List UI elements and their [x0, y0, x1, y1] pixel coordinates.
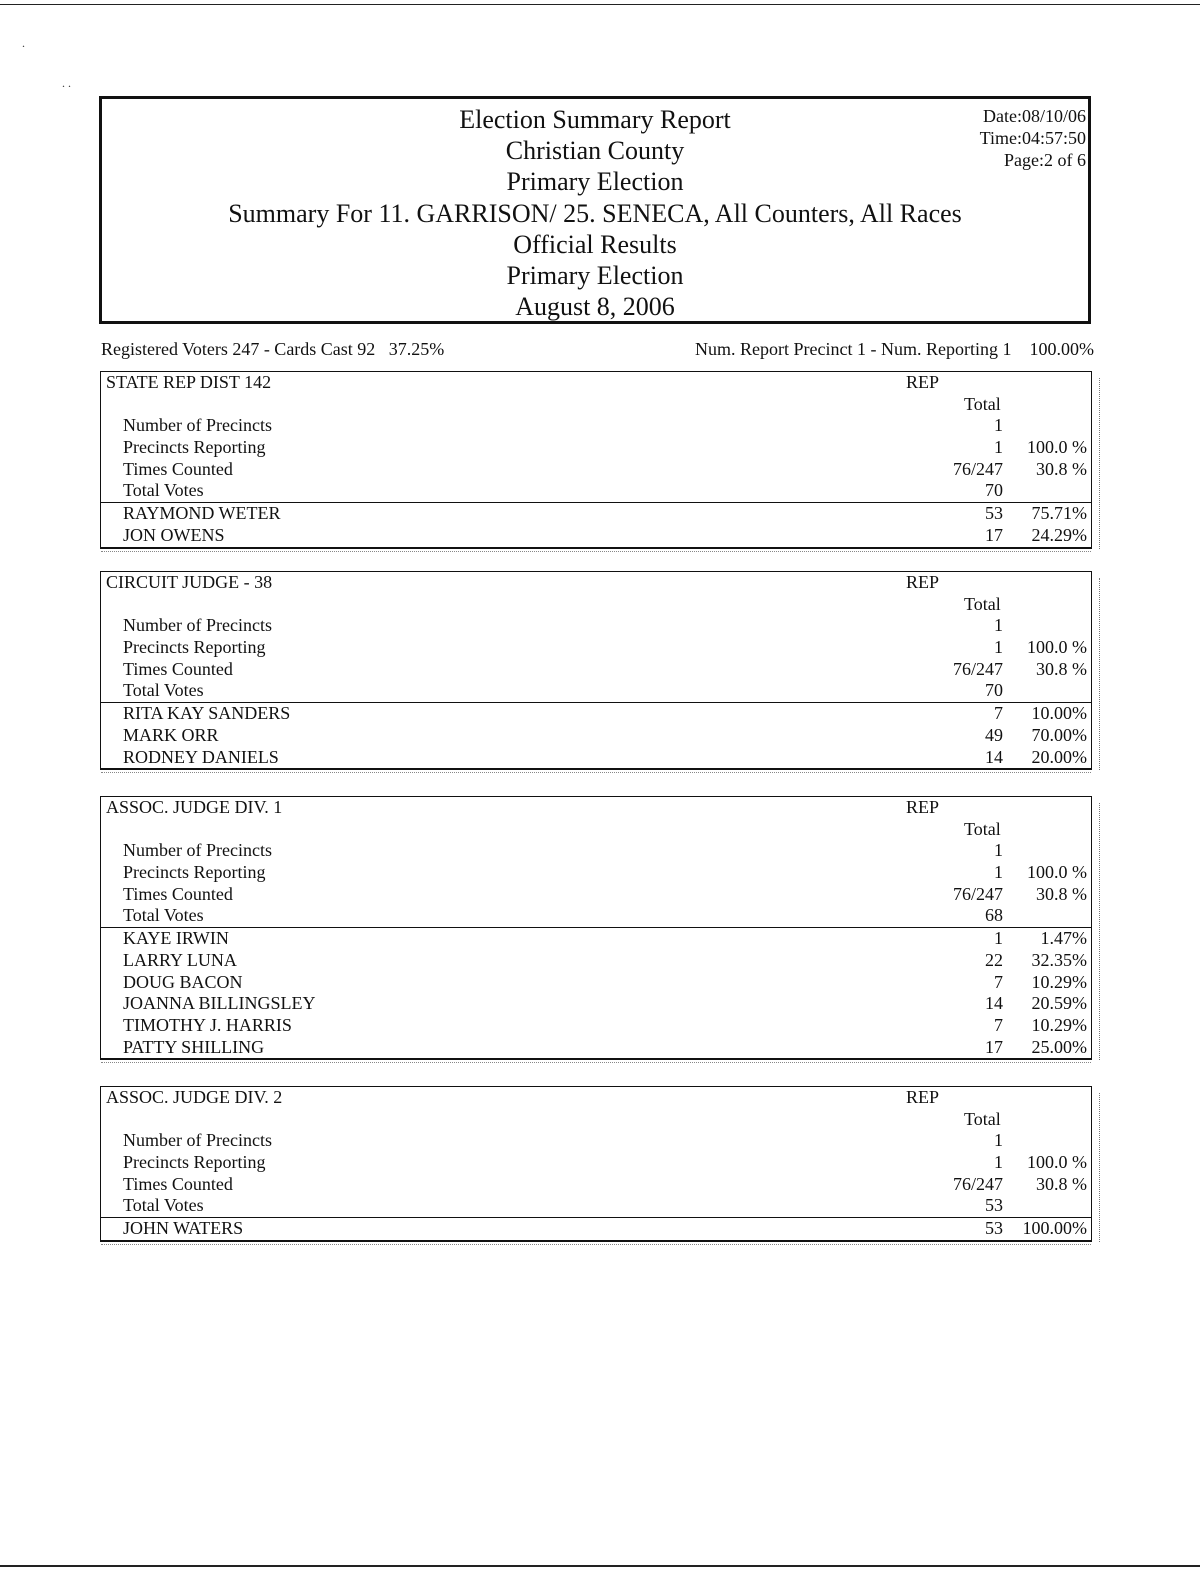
bottom-scan-edge	[0, 1565, 1200, 1567]
stat-value: 76/247	[952, 658, 1003, 679]
candidate-votes: 14	[985, 993, 1003, 1014]
party-label: REP	[906, 797, 940, 817]
county-name: Christian County	[505, 136, 685, 165]
stat-row	[101, 840, 1091, 862]
scan-noise-line	[101, 770, 1091, 773]
candidate-name: JON OWENS	[123, 524, 225, 545]
race-title: ASSOC. JUDGE DIV. 2	[106, 1087, 283, 1107]
candidate-name: TIMOTHY J. HARRIS	[123, 1014, 292, 1035]
report-title: Election Summary Report	[459, 105, 731, 134]
scan-speck: .	[22, 36, 25, 50]
candidate-votes: 53	[985, 1218, 1003, 1239]
stat-percent: 100.0 %	[1027, 862, 1087, 883]
stat-label: Precincts Reporting	[123, 1152, 266, 1173]
candidate-percent: 10.00%	[1031, 703, 1087, 724]
top-scan-edge	[0, 4, 1200, 5]
candidate-percent: 25.00%	[1031, 1036, 1087, 1057]
candidate-row	[101, 702, 1091, 725]
report-page: Page:2 of 6	[1004, 150, 1086, 170]
stat-value: 1	[994, 840, 1003, 861]
stat-label: Times Counted	[123, 458, 233, 479]
scan-noise-line	[101, 1242, 1091, 1245]
candidate-percent: 10.29%	[1031, 1014, 1087, 1035]
report-meta	[980, 105, 1086, 171]
candidate-votes: 17	[985, 1036, 1003, 1057]
candidate-votes: 7	[994, 1014, 1003, 1035]
stat-value: 53	[985, 1195, 1003, 1216]
precinct-reporting-summary: Num. Report Precinct 1 - Num. Reporting 1 100.00%	[695, 339, 1094, 359]
stat-value: 1	[994, 415, 1003, 436]
stat-percent: 30.8 %	[1036, 658, 1087, 679]
candidate-row	[101, 993, 1091, 1015]
election-date: August 8, 2006	[515, 292, 675, 321]
stat-row	[101, 415, 1091, 437]
stat-label: Precincts Reporting	[123, 862, 266, 883]
party-label: REP	[906, 572, 940, 592]
summary-scope: Summary For 11. GARRISON/ 25. SENECA, All Counters, All Races	[228, 199, 962, 228]
stat-label: Total Votes	[123, 680, 204, 701]
stat-row	[101, 905, 1091, 927]
candidate-name: PATTY SHILLING	[123, 1036, 265, 1057]
stat-label: Number of Precincts	[123, 415, 272, 436]
stat-value: 1	[994, 862, 1003, 883]
stat-value: 1	[994, 1152, 1003, 1173]
stat-value: 1	[994, 437, 1003, 458]
candidate-row	[101, 972, 1091, 994]
stat-value: 1	[994, 637, 1003, 658]
candidate-name: RODNEY DANIELS	[123, 746, 279, 767]
results-status: Official Results	[513, 230, 677, 259]
stat-value: 1	[994, 1130, 1003, 1151]
candidate-votes: 49	[985, 724, 1003, 745]
stat-label: Total Votes	[123, 905, 204, 926]
total-column-header: Total	[964, 593, 1001, 614]
candidate-row	[101, 747, 1091, 769]
stat-label: Precincts Reporting	[123, 637, 266, 658]
total-header-row	[101, 819, 1091, 841]
candidate-row	[101, 950, 1091, 972]
election-type-2: Primary Election	[506, 261, 684, 290]
stat-percent: 30.8 %	[1036, 1173, 1087, 1194]
total-header-row	[101, 394, 1091, 416]
candidate-name: RITA KAY SANDERS	[123, 703, 291, 724]
race-title-row	[101, 1087, 1091, 1109]
stat-label: Number of Precincts	[123, 615, 272, 636]
total-column-header: Total	[964, 818, 1001, 839]
race-table	[100, 371, 1092, 549]
candidate-percent: 24.29%	[1031, 524, 1087, 545]
candidate-name: RAYMOND WETER	[123, 503, 281, 524]
report-date: Date:08/10/06	[983, 106, 1086, 126]
race-table	[100, 796, 1092, 1060]
stat-row	[101, 659, 1091, 681]
candidate-votes: 17	[985, 524, 1003, 545]
scan-edge-artifact	[1093, 1093, 1100, 1242]
stat-row	[101, 637, 1091, 659]
stat-row	[101, 480, 1091, 502]
candidate-name: JOHN WATERS	[123, 1218, 244, 1239]
stat-row	[101, 680, 1091, 702]
race-table	[100, 571, 1092, 770]
race-title-row	[101, 372, 1091, 394]
total-column-header: Total	[964, 1108, 1001, 1129]
stat-label: Times Counted	[123, 883, 233, 904]
stat-row	[101, 862, 1091, 884]
candidate-percent: 70.00%	[1031, 724, 1087, 745]
stat-label: Number of Precincts	[123, 1130, 272, 1151]
stat-row	[101, 1130, 1091, 1152]
candidate-percent: 20.59%	[1031, 993, 1087, 1014]
candidate-row	[101, 1037, 1091, 1059]
candidate-percent: 20.00%	[1031, 746, 1087, 767]
scan-edge-artifact	[1093, 378, 1100, 549]
stat-value: 76/247	[952, 883, 1003, 904]
candidate-votes: 14	[985, 746, 1003, 767]
candidate-votes: 7	[994, 971, 1003, 992]
candidate-row	[101, 525, 1091, 547]
candidate-name: LARRY LUNA	[123, 949, 237, 970]
race-title-row	[101, 797, 1091, 819]
scan-speck: . .	[62, 76, 71, 90]
stat-percent: 30.8 %	[1036, 458, 1087, 479]
candidate-name: DOUG BACON	[123, 971, 243, 992]
scan-edge-artifact	[1093, 578, 1100, 770]
stat-value: 76/247	[952, 1173, 1003, 1194]
stat-label: Times Counted	[123, 1173, 233, 1194]
candidate-row	[101, 1217, 1091, 1240]
stat-percent: 30.8 %	[1036, 883, 1087, 904]
race-title: ASSOC. JUDGE DIV. 1	[106, 797, 283, 817]
stat-label: Times Counted	[123, 658, 233, 679]
stat-percent: 100.0 %	[1027, 1152, 1087, 1173]
stat-label: Total Votes	[123, 1195, 204, 1216]
stat-value: 70	[985, 480, 1003, 501]
election-type: Primary Election	[506, 167, 684, 196]
race-table	[100, 1086, 1092, 1242]
scan-edge-artifact	[1093, 803, 1100, 1060]
stat-row	[101, 615, 1091, 637]
candidate-row	[101, 502, 1091, 525]
candidate-votes: 53	[985, 503, 1003, 524]
candidate-row	[101, 725, 1091, 747]
candidate-percent: 75.71%	[1031, 503, 1087, 524]
candidate-row	[101, 1015, 1091, 1037]
candidate-percent: 1.47%	[1040, 928, 1087, 949]
candidate-percent: 10.29%	[1031, 971, 1087, 992]
scan-noise-line	[101, 1060, 1091, 1063]
total-column-header: Total	[964, 393, 1001, 414]
candidate-name: KAYE IRWIN	[123, 928, 229, 949]
stat-value: 70	[985, 680, 1003, 701]
stat-value: 76/247	[952, 458, 1003, 479]
stat-row	[101, 1195, 1091, 1217]
stat-row	[101, 1152, 1091, 1174]
stat-row	[101, 437, 1091, 459]
candidate-name: MARK ORR	[123, 724, 219, 745]
stat-value: 1	[994, 615, 1003, 636]
candidate-percent: 100.00%	[1022, 1218, 1087, 1239]
candidate-votes: 1	[994, 928, 1003, 949]
stat-label: Precincts Reporting	[123, 437, 266, 458]
stat-row	[101, 884, 1091, 906]
candidate-row	[101, 927, 1091, 950]
candidate-votes: 7	[994, 703, 1003, 724]
race-title: STATE REP DIST 142	[106, 372, 272, 392]
stat-percent: 100.0 %	[1027, 437, 1087, 458]
total-header-row	[101, 1109, 1091, 1131]
stat-label: Number of Precincts	[123, 840, 272, 861]
total-header-row	[101, 594, 1091, 616]
stat-row	[101, 1174, 1091, 1196]
candidate-name: JOANNA BILLINGSLEY	[123, 993, 316, 1014]
race-title-row	[101, 572, 1091, 594]
party-label: REP	[906, 372, 940, 392]
stat-value: 68	[985, 905, 1003, 926]
candidate-percent: 32.35%	[1031, 949, 1087, 970]
race-title: CIRCUIT JUDGE - 38	[106, 572, 273, 592]
stat-percent: 100.0 %	[1027, 637, 1087, 658]
stat-row	[101, 459, 1091, 481]
report-time: Time:04:57:50	[979, 128, 1086, 148]
candidate-votes: 22	[985, 949, 1003, 970]
registered-voters-summary: Registered Voters 247 - Cards Cast 92 37.25%	[101, 339, 445, 359]
report-header	[99, 96, 1091, 324]
scan-noise-line	[101, 549, 1091, 552]
party-label: REP	[906, 1087, 940, 1107]
stat-label: Total Votes	[123, 480, 204, 501]
